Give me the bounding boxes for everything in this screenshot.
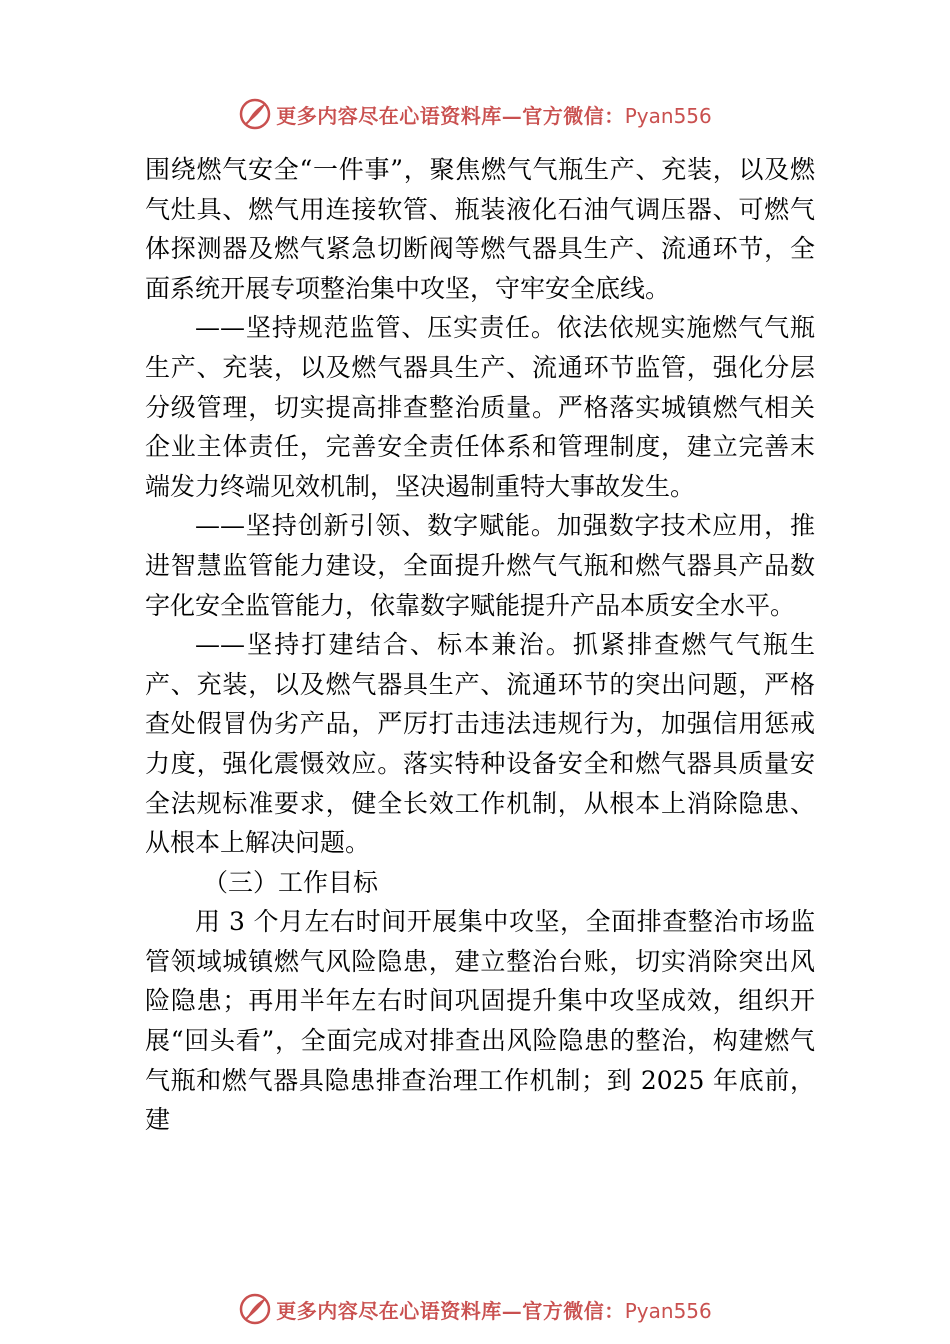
paragraph-goals: 用 3 个月左右时间开展集中攻坚，全面排查整治市场监管领域城镇燃气风险隐患，建立整治台账，切实消除突出风险隐患；再用半年左右时间巩固提升集中攻坚成效，组织开展“回头看”，全面完成对排查出风险隐患的整治，构建燃气气瓶和燃气器具隐患排查治理工作机制；到 2025 年底前，建	[145, 907, 815, 1135]
watermark-wechat-id: Pyan556	[624, 1298, 712, 1323]
watermark-footer	[0, 1291, 950, 1327]
section-heading-goals: （三）工作目标	[203, 867, 379, 897]
paragraph-innovation: ——坚持创新引领、数字赋能。加强数字技术应用，推进智慧监管能力建设，全面提升燃气气瓶和燃气器具产品数字化安全监管能力，依靠数字赋能提升产品本质安全水平。	[145, 511, 815, 620]
watermark-text: 更多内容尽在心语资料库—官方微信：Pyan556	[276, 1298, 712, 1323]
paragraph-regulation: ——坚持规范监管、压实责任。依法依规实施燃气气瓶生产、充装，以及燃气器具生产、流通环节监管，强化分层分级管理，切实提高排查整治质量。严格落实城镇燃气相关企业主体责任，完善安全责任体系和管理制度，建立完善末端发力终端见效机制，坚决遏制重特大事故发生。	[145, 313, 815, 501]
quill-logo-icon	[238, 97, 272, 131]
watermark-wechat-id: Pyan556	[624, 103, 712, 128]
paragraph-governance: ——坚持打建结合、标本兼治。抓紧排查燃气气瓶生产、充装，以及燃气器具生产、流通环节的突出问题，严格查处假冒伪劣产品，严厉打击违法违规行为，加强信用惩戒力度，强化震慑效应。落实特种设备安全和燃气器具质量安全法规标准要求，健全长效工作机制，从根本上消除隐患、从根本上解决问题。	[145, 630, 815, 858]
quill-logo-icon	[238, 1292, 272, 1326]
watermark-text: 更多内容尽在心语资料库—官方微信：Pyan556	[276, 103, 712, 128]
document-body	[145, 150, 815, 1140]
paragraph-intro: 围绕燃气安全“一件事”，聚焦燃气气瓶生产、充装，以及燃气灶具、燃气用连接软管、瓶装液化石油气调压器、可燃气体探测器及燃气紧急切断阀等燃气器具生产、流通环节，全面系统开展专项整治集中攻坚，守牢安全底线。	[145, 155, 815, 303]
watermark-header	[0, 96, 950, 132]
